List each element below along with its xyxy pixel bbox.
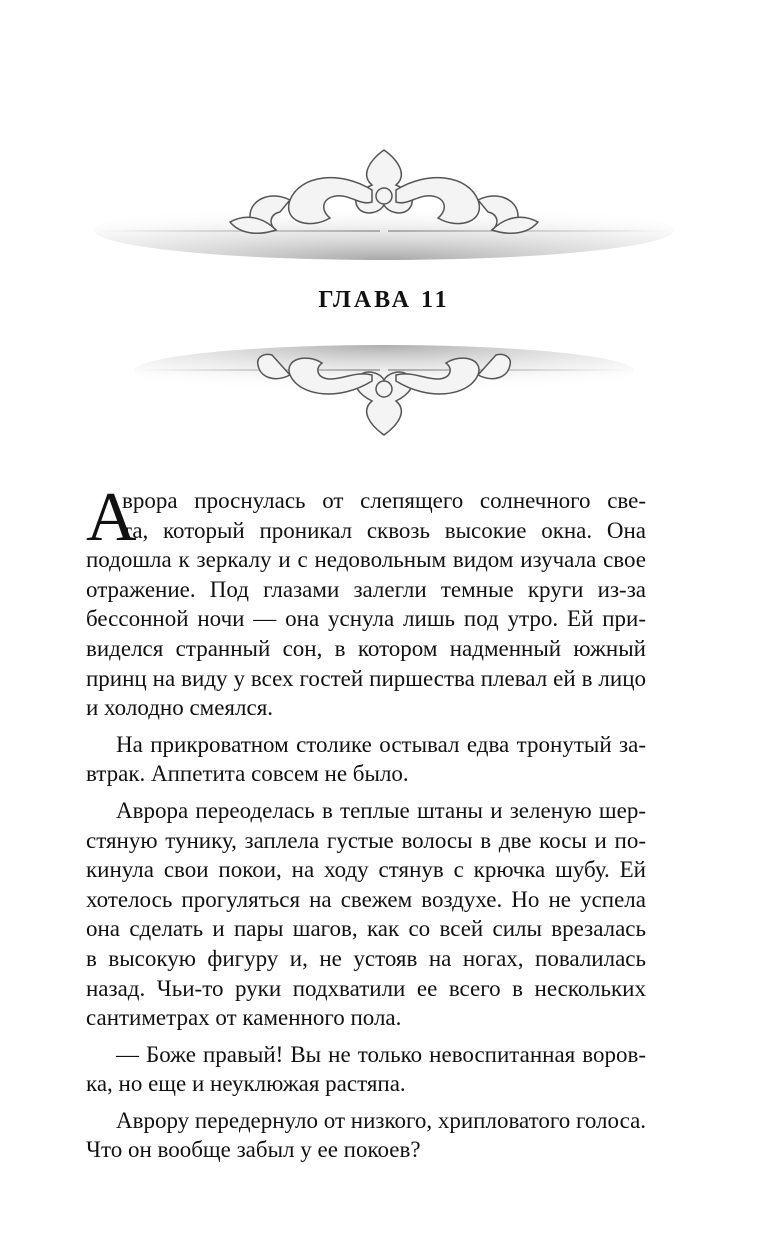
top-ornament-icon: [0, 130, 768, 270]
text-line: назад. Чьи-то руки подхватили ее всего в нескольких: [86, 975, 646, 1001]
text-line: кинула свои покои, на ходу стянув с крючка шубу. Ей: [86, 857, 646, 883]
paragraph: [86, 1040, 646, 1099]
text-line: сантиметрах от каменного пола.: [86, 1005, 402, 1031]
bottom-ornament-icon: [0, 335, 768, 455]
text-line: хотелось прогуляться на свежем воздухе. Но не успела: [86, 886, 646, 912]
text-line: бессонной ночи — она уснула лишь под утро. Ей при-: [86, 606, 646, 632]
paragraph: [86, 796, 646, 1033]
text-line: Аврору передернуло от низкого, хрипловатого голоса.: [116, 1107, 647, 1133]
text-line: ка, но еще и неуклюжая растяпа.: [86, 1071, 406, 1097]
text-line: На прикроватном столике остывал едва тронутый за-: [116, 731, 646, 757]
text-line: — Боже правый! Вы не только невоспитанная воров-: [116, 1041, 646, 1067]
text-line: подошла к зеркалу и с недовольным видом изучала свое: [86, 547, 646, 573]
text-line: Аврора переоделась в теплые штаны и зеленую шер-: [116, 797, 646, 823]
text-line: в высокую фигуру и, не устояв на ногах, повалилась: [86, 945, 646, 971]
text-line: отражение. Под глазами залегли темные круги из-за: [86, 576, 646, 602]
text-line: она сделать и пары шагов, как со всей силы врезалась: [86, 916, 646, 942]
text-line: втрак. Аппетита совсем не было.: [86, 761, 409, 787]
text-line: Что он вообще забыл у ее покоев?: [86, 1137, 421, 1163]
paragraph: [86, 730, 646, 789]
text-line: та, который проникал сквозь высокие окна. Она: [122, 517, 646, 543]
text-line: стяную тунику, заплела густые волосы в две косы и по-: [86, 827, 646, 853]
chapter-title: ГЛАВА 11: [318, 287, 450, 313]
paragraph: [86, 479, 646, 723]
text-line: виделся странный сон, в котором надменный южный: [86, 635, 646, 661]
paragraph: [86, 1106, 646, 1165]
text-line: врора проснулась от слепящего солнечного све-: [122, 488, 646, 513]
text-line: принц на виду у всех гостей пиршества плевал ей в лицо: [86, 665, 646, 691]
drop-cap: А: [86, 479, 137, 556]
chapter-body: [86, 479, 647, 1165]
text-line: и холодно смеялся.: [86, 695, 274, 721]
